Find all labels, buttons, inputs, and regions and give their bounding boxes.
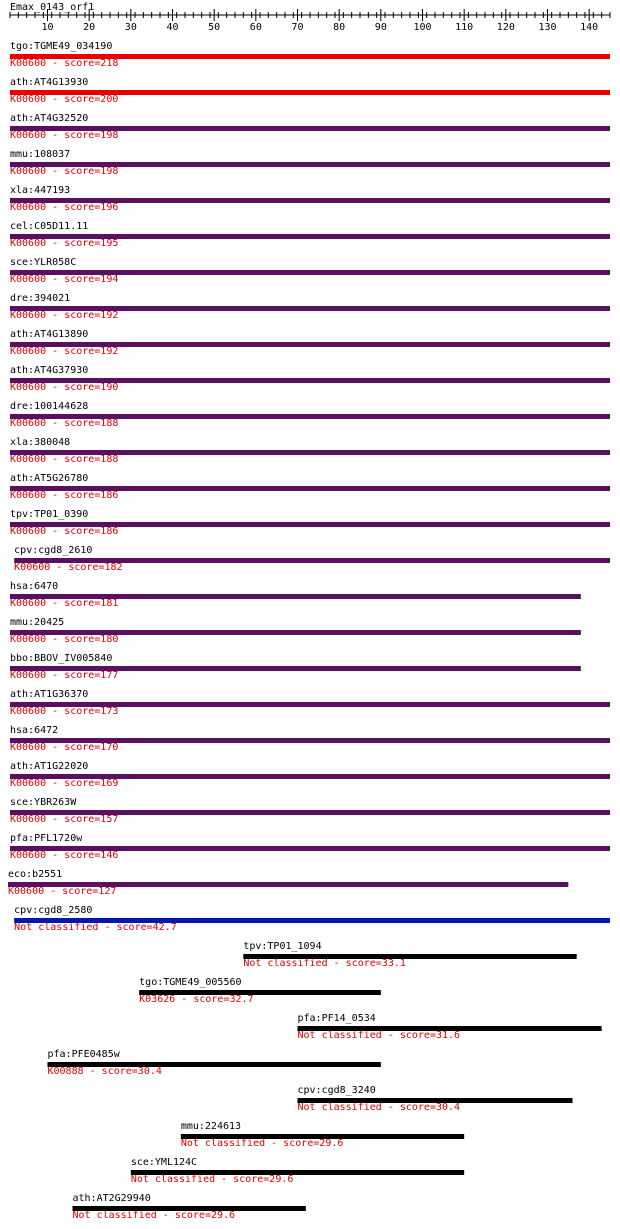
hit-row[interactable] [10,149,610,177]
hit-id[interactable]: tpv:TP01_1094 [243,941,322,952]
ruler-tick-label: 120 [496,22,515,33]
hit-row[interactable] [10,293,610,321]
hit-row[interactable] [243,941,576,969]
hit-id[interactable]: eco:b2551 [8,869,63,880]
hit-annotation: K00600 - score=180 [10,634,119,645]
ruler-tick-label: 80 [333,22,346,33]
hit-annotation: K00600 - score=188 [10,454,119,465]
hit-row[interactable] [48,1049,381,1077]
hit-id[interactable]: ath:AT4G32520 [10,113,89,124]
ruler-tick-label: 140 [580,22,599,33]
hit-id[interactable]: ath:AT4G13930 [10,77,89,88]
hit-annotation: K00600 - score=146 [10,850,119,861]
hit-id[interactable]: ath:AT1G22020 [10,761,89,772]
hit-row[interactable] [181,1121,464,1149]
hit-annotation: Not classified - score=33.1 [243,958,406,969]
hit-row[interactable] [10,365,610,393]
hit-id[interactable]: ath:AT4G37930 [10,365,89,376]
ruler-tick-label: 60 [249,22,262,33]
hit-id[interactable]: sce:YML124C [130,1157,198,1168]
hit-id[interactable]: xla:380048 [10,437,71,448]
hit-annotation: Not classified - score=29.6 [130,1174,294,1185]
hit-annotation: K00600 - score=192 [10,346,119,357]
hit-row[interactable] [10,617,581,645]
hit-row[interactable] [14,545,610,573]
hit-annotation: Not classified - score=31.6 [297,1030,461,1041]
hit-id[interactable]: hsa:6470 [10,581,59,592]
hit-row[interactable] [10,77,610,105]
hit-id[interactable]: ath:AT2G29940 [72,1193,151,1204]
hit-annotation: K00600 - score=186 [10,490,119,501]
hit-row[interactable] [10,653,581,681]
hit-id[interactable]: pfa:PFE0485w [47,1049,120,1060]
hit-row[interactable] [14,905,610,933]
hit-annotation: K00600 - score=190 [10,382,119,393]
hit-row[interactable] [10,797,610,825]
hit-row[interactable] [73,1193,306,1221]
hit-annotation: K00600 - score=169 [10,778,119,789]
ruler-tick-label: 10 [41,22,54,33]
hit-annotation: K00600 - score=218 [10,58,119,69]
query-title: Emax_0143_orf1 [10,2,95,13]
hit-list [8,41,610,1221]
hit-row[interactable] [10,725,610,753]
hit-row[interactable] [10,221,610,249]
ruler-tick-label: 130 [538,22,557,33]
hit-annotation: Not classified - score=30.4 [297,1102,461,1113]
hit-row[interactable] [10,689,610,717]
hit-annotation: K00600 - score=192 [10,310,119,321]
hit-annotation: K00600 - score=173 [10,706,119,717]
hit-id[interactable]: cpv:cgd8_3240 [297,1085,376,1096]
hit-row[interactable] [10,401,610,429]
hit-annotation: K00600 - score=194 [10,274,119,285]
hit-row[interactable] [298,1085,573,1113]
hit-annotation: K00600 - score=181 [10,598,119,609]
hit-row[interactable] [10,113,610,141]
hit-annotation: K03626 - score=32.7 [139,994,254,1005]
hit-id[interactable]: pfa:PF14_0534 [297,1013,376,1024]
hit-id[interactable]: mmu:20425 [10,617,65,628]
hit-row[interactable] [10,509,610,537]
hit-row[interactable] [10,41,610,69]
hit-id[interactable]: sce:YLR058C [10,257,77,268]
hit-row[interactable] [10,329,610,357]
hit-annotation: K00600 - score=188 [10,418,119,429]
hit-row[interactable] [10,437,610,465]
ruler-tick-label: 70 [291,22,304,33]
hit-id[interactable]: dre:394021 [10,293,71,304]
hit-id[interactable]: ath:AT1G36370 [10,689,89,700]
hit-annotation: K00600 - score=177 [10,670,119,681]
ruler-tick-label: 30 [124,22,137,33]
hit-row[interactable] [10,257,610,285]
ruler-tick-label: 100 [413,22,432,33]
hit-row[interactable] [139,977,381,1005]
hit-id[interactable]: ath:AT5G26780 [10,473,89,484]
hit-annotation: Not classified - score=42.7 [14,922,177,933]
hit-id[interactable]: hsa:6472 [10,725,59,736]
hit-id[interactable]: tgo:TGME49_034190 [10,41,113,52]
hit-id[interactable]: ath:AT4G13890 [10,329,89,340]
hit-id[interactable]: mmu:224613 [180,1121,242,1132]
ruler-tick-label: 90 [374,22,387,33]
hit-row[interactable] [10,761,610,789]
hit-id[interactable]: bbo:BBOV_IV005840 [10,653,113,664]
hit-row[interactable] [10,185,610,213]
hit-row[interactable] [131,1157,464,1185]
position-ruler [10,9,610,33]
hit-id[interactable]: cpv:cgd8_2580 [14,905,93,916]
hit-id[interactable]: xla:447193 [10,185,71,196]
hit-annotation: Not classified - score=29.6 [72,1210,236,1221]
hit-annotation: K00600 - score=182 [14,562,123,573]
hit-annotation: K00600 - score=200 [10,94,119,105]
hit-row[interactable] [10,581,581,609]
hit-id[interactable]: cpv:cgd8_2610 [14,545,93,556]
hit-id[interactable]: sce:YBR263W [10,797,77,808]
hit-annotation: K00888 - score=30.4 [47,1066,162,1077]
hit-row[interactable] [10,473,610,501]
ruler-tick-label: 40 [166,22,179,33]
hit-id[interactable]: tgo:TGME49_005560 [139,977,242,988]
hit-id[interactable]: cel:C05D11.11 [10,221,89,232]
hit-annotation: K00600 - score=198 [10,166,119,177]
ruler-tick-label: 50 [208,22,221,33]
hit-id[interactable]: pfa:PFL1720w [10,833,83,844]
hit-annotation: K00600 - score=157 [10,814,119,825]
hit-annotation: K00600 - score=196 [10,202,119,213]
hit-row[interactable] [8,869,568,897]
hit-annotation: K00600 - score=127 [8,886,117,897]
hit-annotation: K00600 - score=198 [10,130,119,141]
hit-annotation: K00600 - score=186 [10,526,119,537]
hit-id[interactable]: mmu:108037 [10,149,71,160]
hit-row[interactable] [298,1013,602,1041]
ruler-tick-label: 110 [455,22,474,33]
ruler-tick-label: 20 [83,22,96,33]
hit-id[interactable]: dre:100144628 [10,401,89,412]
hit-id[interactable]: tpv:TP01_0390 [10,509,89,520]
hit-annotation: K00600 - score=195 [10,238,119,249]
hit-annotation: Not classified - score=29.6 [180,1138,344,1149]
hit-annotation: K00600 - score=170 [10,742,119,753]
hit-row[interactable] [10,833,610,861]
